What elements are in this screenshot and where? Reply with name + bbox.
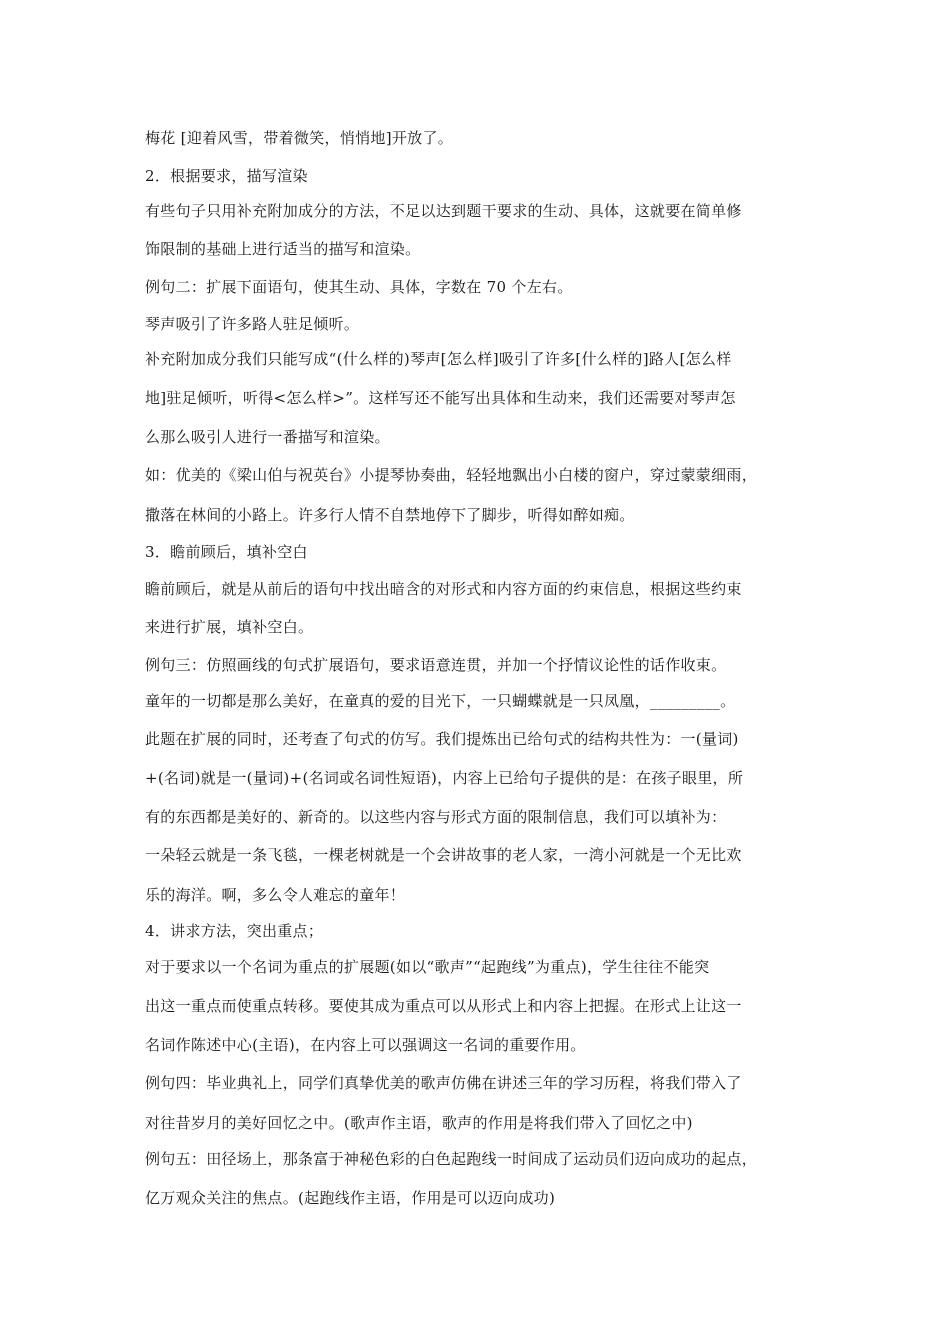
text-line: 例句四：毕业典礼上，同学们真挚优美的歌声仿佛在讲述三年的学习历程，将我们带入了: [145, 1074, 742, 1092]
text-line: 如：优美的《梁山伯与祝英台》小提琴协奏曲，轻轻地飘出小白楼的窗户，穿过蒙蒙细雨，: [145, 466, 758, 484]
text-line: 有的东西都是美好的、新奇的。以这些内容与形式方面的限制信息，我们可以填补为：: [145, 808, 727, 826]
text-line: 例句三：仿照画线的句式扩展语句，要求语意连贯，并加一个抒情议论性的话作收束。: [145, 656, 727, 674]
text-line: 饰限制的基础上进行适当的描写和渲染。: [145, 240, 421, 258]
text-line: 出这一重点而使重点转移。要使其成为重点可以从形式上和内容上把握。在形式上让这一: [145, 997, 742, 1015]
section-heading: 4．讲求方法，突出重点；: [145, 922, 324, 940]
text-line: 对于要求以一个名词为重点的扩展题(如以“歌声”“起跑线”为重点)，学生往往不能突: [145, 958, 710, 976]
text-line: 一朵轻云就是一条飞毯，一棵老树就是一个会讲故事的老人家，一湾小河就是一个无比欢: [145, 846, 742, 864]
text-line: 例句二：扩展下面语句，使其生动、具体，字数在 70 个左右。: [145, 278, 573, 296]
text-line: 来进行扩展，填补空白。: [145, 618, 314, 636]
text-line: 童年的一切都是那么美好，在童真的爱的目光下，一只蝴蝶就是一只凤凰，_________。: [145, 692, 736, 710]
text-line: 名词作陈述中心(主语)，在内容上可以强调这一名词的重要作用。: [145, 1036, 586, 1054]
text-line: 瞻前顾后，就是从前后的语句中找出暗含的对形式和内容方面的约束信息，根据这些约束: [145, 580, 742, 598]
text-line: 琴声吸引了许多路人驻足倾听。: [145, 315, 360, 333]
text-line: 对往昔岁月的美好回忆之中。(歌声作主语，歌声的作用是将我们带入了回忆之中): [145, 1114, 693, 1132]
text-line: 梅花 [迎着风雪，带着微笑，悄悄地]开放了。: [145, 129, 454, 147]
text-line: 此题在扩展的同时，还考查了句式的仿写。我们提炼出已给句式的结构共性为：一(量词): [145, 730, 739, 748]
text-line: 撒落在林间的小路上。许多行人情不自禁地停下了脚步，听得如醉如痴。: [145, 506, 635, 524]
text-line: 么那么吸引人进行一番描写和渲染。: [145, 428, 390, 446]
text-line: 亿万观众关注的焦点。(起跑线作主语，作用是可以迈向成功): [145, 1189, 556, 1207]
text-line: +(名词)就是一(量词)+(名词或名词性短语)，内容上已给句子提供的是：在孩子眼里，所: [145, 769, 744, 787]
text-line: 补充附加成分我们只能写成“(什么样的)琴声[怎么样]吸引了许多[什么样的]路人[怎么样: [145, 350, 732, 368]
text-line: 有些句子只用补充附加成分的方法，不足以达到题干要求的生动、具体，这就要在简单修: [145, 202, 742, 220]
section-heading: 3．瞻前顾后，填补空白: [145, 543, 308, 561]
text-line: 乐的海洋。啊，多么令人难忘的童年！: [145, 886, 406, 904]
section-heading: 2．根据要求，描写渲染: [145, 167, 308, 185]
text-line: 地]驻足倾听，听得<怎么样>”。这样写还不能写出具体和生动来，我们还需要对琴声怎: [145, 389, 736, 407]
text-line: 例句五：田径场上，那条富于神秘色彩的白色起跑线一时间成了运动员们迈向成功的起点，: [145, 1150, 758, 1168]
